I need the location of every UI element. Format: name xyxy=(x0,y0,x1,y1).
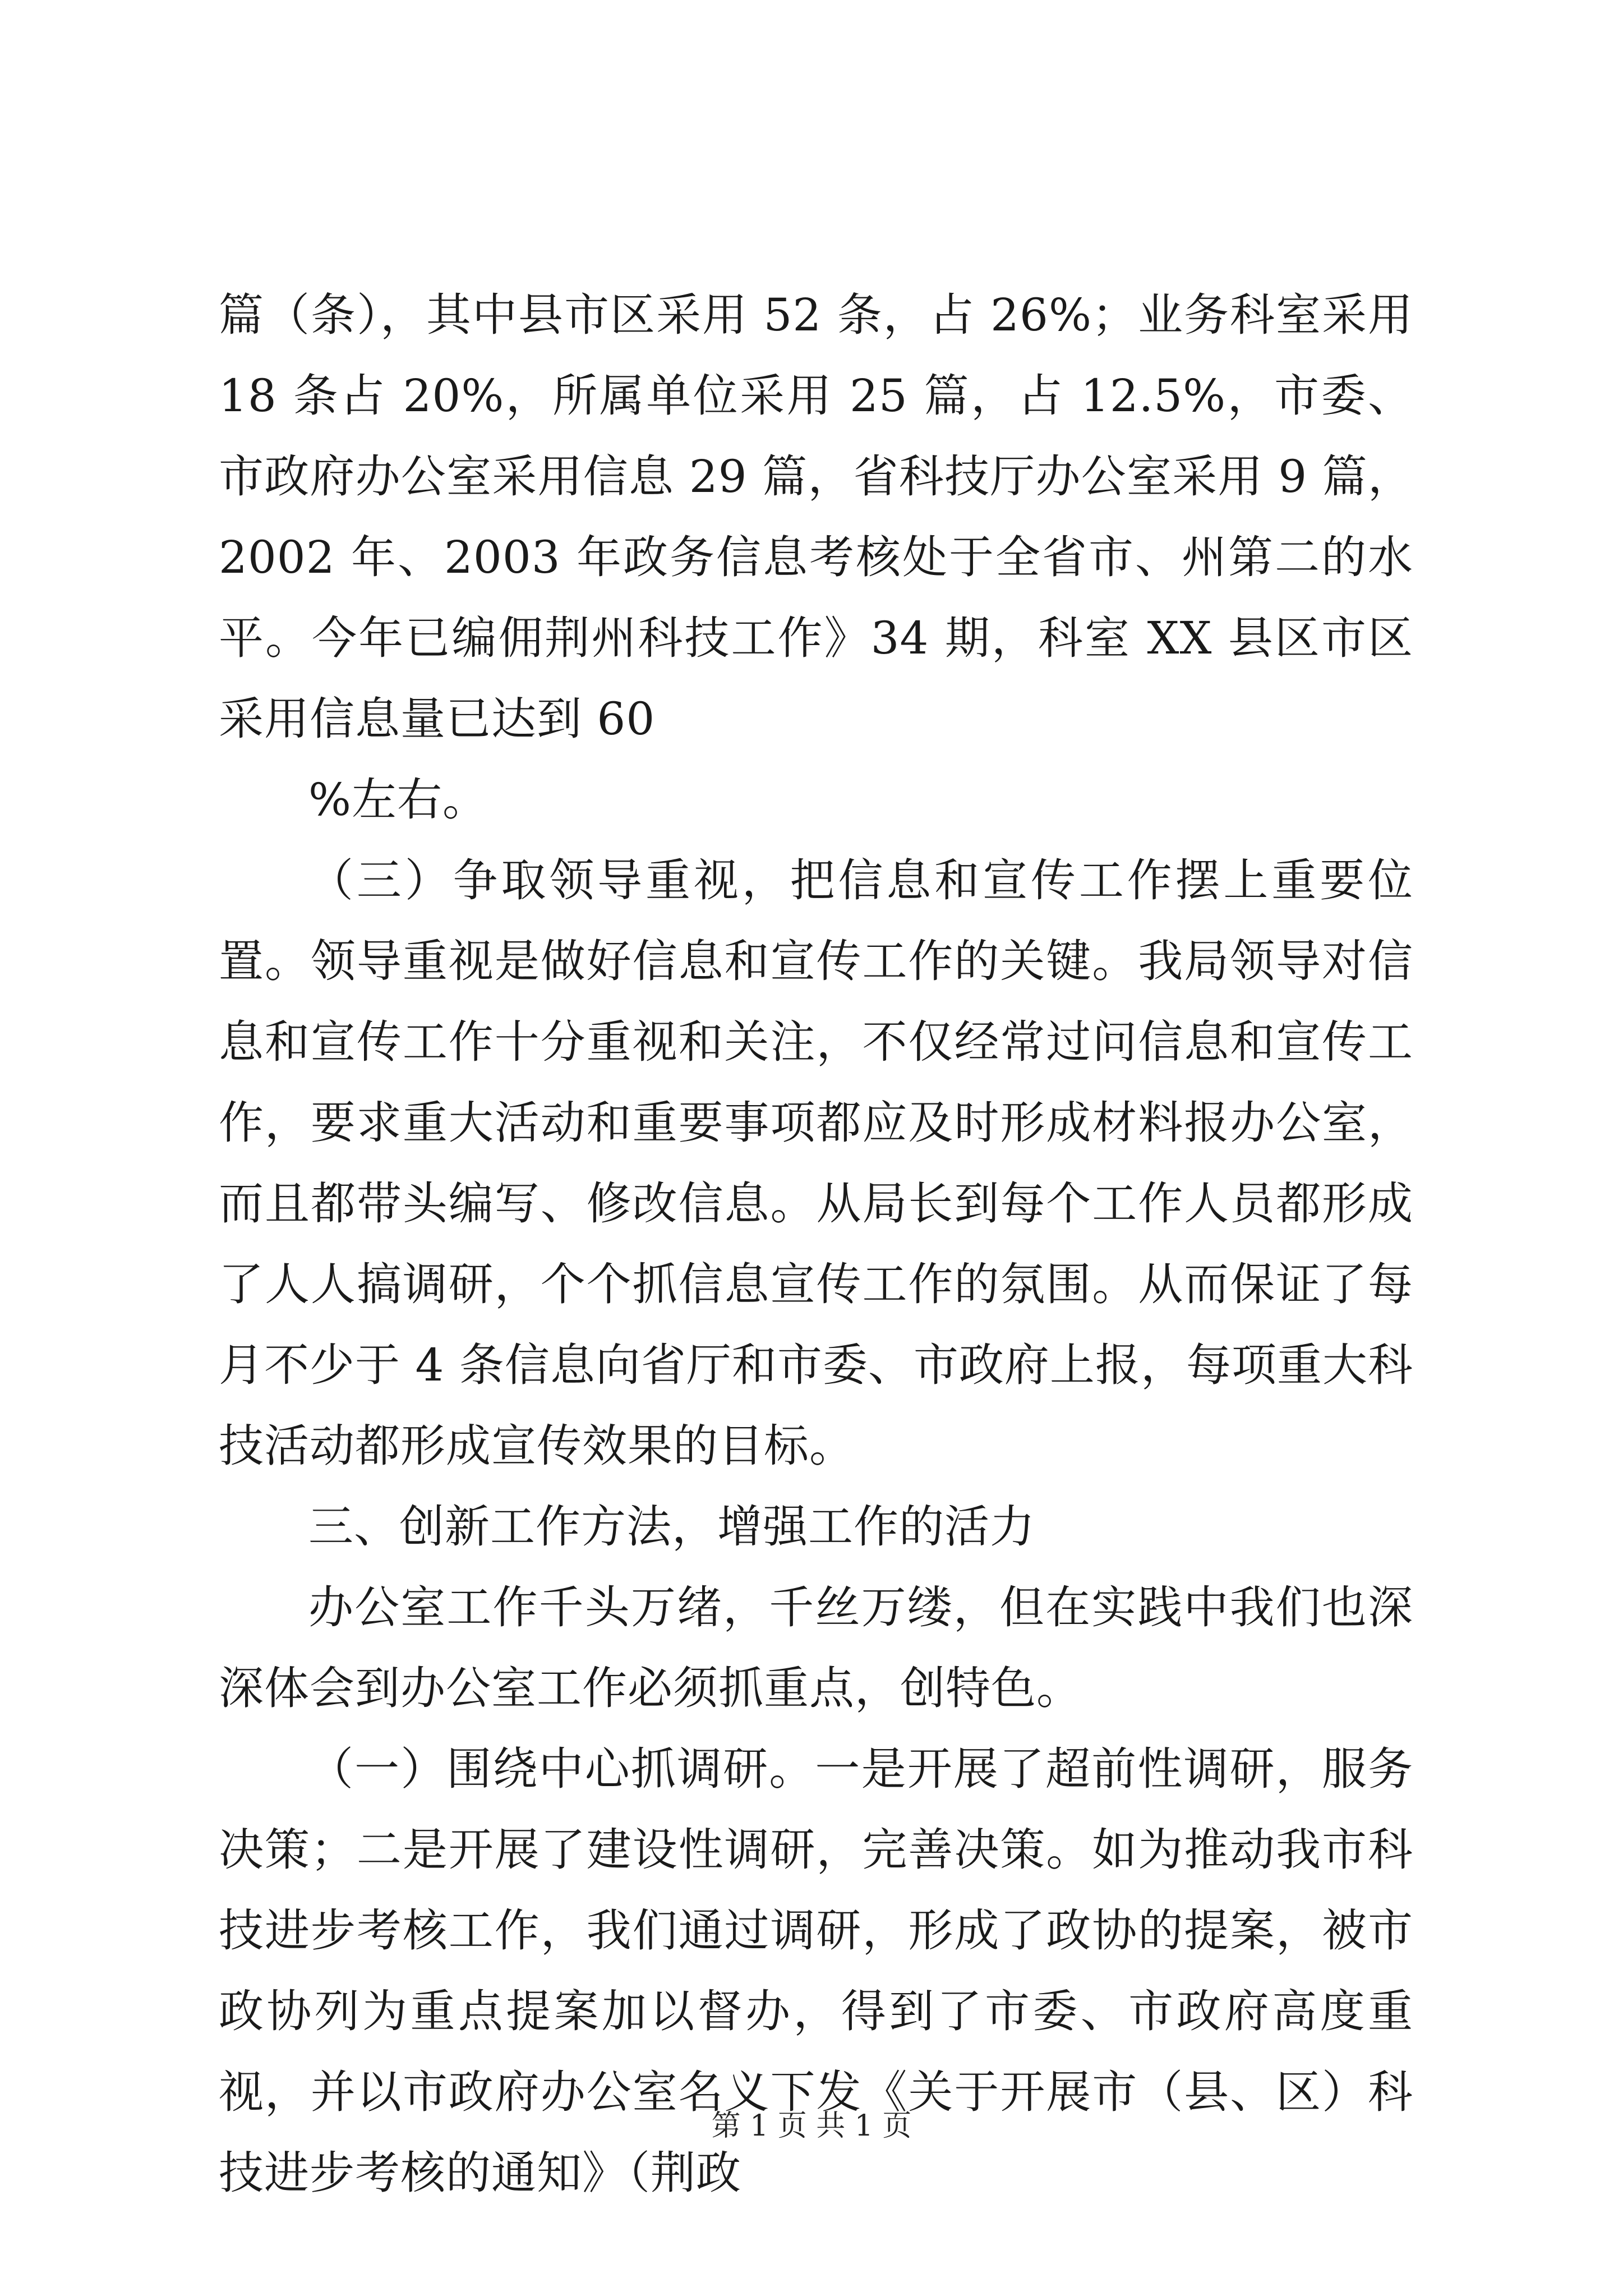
paragraph-leadership: （三）争取领导重视，把信息和宣传工作摆上重要位置。领导重视是做好信息和宣传工作的关键。我局领导对信息和宣传工作十分重视和关注，不仅经常过问信息和宣传工作，要求重大活动和重要事项都应及时形成材料报办公室，而且都带头编写、修改信息。从局长到每个工作人员都形成了人人搞调研，个个抓信息宣传工作的氛围。从而保证了每月不少于 4 条信息向省厅和市委、市政府上报，每项重大科技活动都形成宣传效果的目标。 xyxy=(219,854,1413,1472)
page-number-label: 第 1 页 共 1 页 xyxy=(711,2109,912,2143)
paragraph-continuation: 篇（条），其中县市区采用 52 条，占 26%；业务科室采用 18 条占 20%，所属单位采用 25 篇，占 12.5%，市委、市政府办公室采用信息 29 篇，省科技厅办公室采用 9 篇，2002 年、2003 年政务信息考核处于全省市、州第二的水平。今年已编佣荆州科技工作》34 期，科室 XX 县区市区采用信息量已达到 60 xyxy=(219,289,1413,745)
section-heading-innovation: 三、创新工作方法，增强工作的活力 xyxy=(308,1501,1035,1553)
document-body xyxy=(219,275,1413,2214)
paragraph-office-work: 办公室工作千头万绪，千丝万缕，但在实践中我们也深深体会到办公室工作必须抓重点，创特色。 xyxy=(219,1581,1413,1714)
paragraph-percent-note: %左右。 xyxy=(308,774,488,826)
paragraph-research: （一）围绕中心抓调研。一是开展了超前性调研，服务决策；二是开展了建设性调研，完善决策。如为推动我市科技进步考核工作，我们通过调研，形成了政协的提案，被市政协列为重点提案加以督办，得到了市委、市政府高度重视，并以市政府办公室名义下发《关于开展市（县、区）科技进步考核的通知》（荆政 xyxy=(219,1743,1413,2199)
page-footer xyxy=(0,2106,1623,2146)
